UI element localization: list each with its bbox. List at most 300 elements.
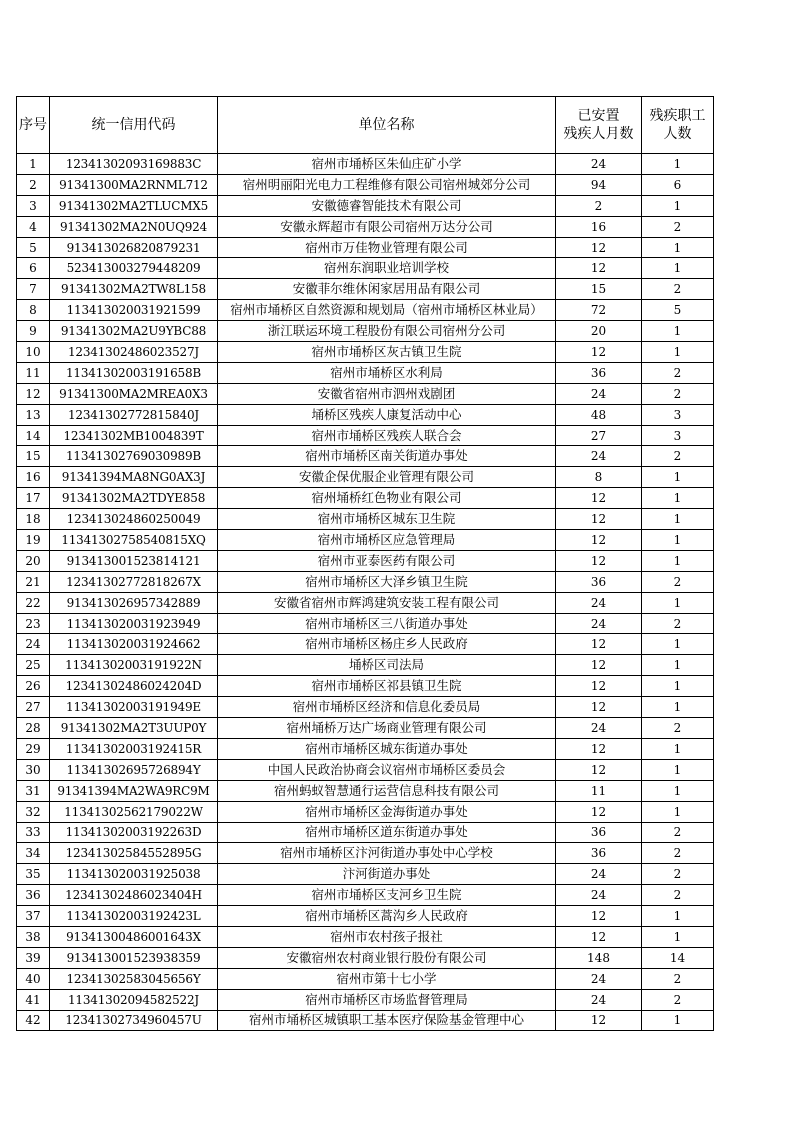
row-months-cell: 36 [556, 362, 642, 383]
row-seq-cell: 40 [17, 968, 50, 989]
row-code-cell: 11341302562179022W [50, 801, 218, 822]
row-months-cell: 12 [556, 1010, 642, 1031]
row-months-cell: 24 [556, 154, 642, 175]
row-staff-cell: 1 [642, 467, 714, 488]
row-staff-cell: 2 [642, 864, 714, 885]
table-row [17, 300, 714, 321]
row-name-text: 宿州市第十七小学 [336, 970, 437, 986]
row-staff-cell: 1 [642, 801, 714, 822]
table-row [17, 174, 714, 195]
row-seq-cell: 9 [17, 321, 50, 342]
row-name-cell [218, 550, 556, 571]
row-name-cell [218, 634, 556, 655]
row-code-cell: 12341302772815840J [50, 404, 218, 425]
row-staff-cell: 1 [642, 258, 714, 279]
row-code-cell: 913413001523938359 [50, 947, 218, 968]
row-name-text: 埇桥区司法局 [348, 657, 424, 673]
row-code-cell: 913413026820879231 [50, 237, 218, 258]
row-name-cell [218, 759, 556, 780]
row-code-cell: 11341302769030989B [50, 446, 218, 467]
row-name-text: 宿州市埇桥区城东卫生院 [317, 511, 456, 527]
row-seq-cell: 32 [17, 801, 50, 822]
row-code-cell: 12341302772818267X [50, 571, 218, 592]
table-row [17, 404, 714, 425]
row-name-cell [218, 1010, 556, 1031]
row-staff-cell: 6 [642, 174, 714, 195]
row-staff-cell: 2 [642, 279, 714, 300]
header-months-line2: 残疾人月数 [563, 126, 634, 142]
table-header [17, 97, 714, 154]
header-months-line1: 已安置 [577, 108, 620, 124]
row-seq-cell: 39 [17, 947, 50, 968]
row-name-cell [218, 843, 556, 864]
row-code-cell: 91341302MA2TW8L158 [50, 279, 218, 300]
row-months-cell: 94 [556, 174, 642, 195]
table-row [17, 885, 714, 906]
row-months-cell: 72 [556, 300, 642, 321]
row-name-text: 安徽省宿州市泗州戏剧团 [317, 385, 456, 401]
row-seq-cell: 2 [17, 174, 50, 195]
row-staff-cell: 2 [642, 968, 714, 989]
row-staff-cell: 1 [642, 530, 714, 551]
row-staff-cell: 1 [642, 634, 714, 655]
row-seq-cell: 36 [17, 885, 50, 906]
row-months-cell: 20 [556, 321, 642, 342]
row-staff-cell: 1 [642, 342, 714, 363]
row-staff-cell: 1 [642, 697, 714, 718]
row-name-cell [218, 676, 556, 697]
row-seq-cell: 14 [17, 425, 50, 446]
row-name-cell [218, 216, 556, 237]
row-months-cell: 12 [556, 738, 642, 759]
row-name-text: 宿州市埇桥区道东街道办事处 [305, 824, 468, 840]
row-name-text: 宿州东润职业培训学校 [323, 260, 449, 276]
row-months-cell: 12 [556, 488, 642, 509]
table-row [17, 509, 714, 530]
table-row [17, 989, 714, 1010]
table-row [17, 154, 714, 175]
row-name-cell [218, 154, 556, 175]
row-seq-cell: 13 [17, 404, 50, 425]
row-name-text: 安徽宿州农村商业银行股份有限公司 [286, 949, 487, 965]
row-seq-cell: 8 [17, 300, 50, 321]
row-code-cell: 523413003279448209 [50, 258, 218, 279]
row-name-text: 安徽德睿智能技术有限公司 [311, 197, 462, 213]
row-seq-cell: 16 [17, 467, 50, 488]
row-name-text: 宿州市农村孩子报社 [330, 928, 443, 944]
row-staff-cell: 1 [642, 488, 714, 509]
row-name-cell [218, 926, 556, 947]
row-staff-cell: 1 [642, 321, 714, 342]
row-code-cell: 12341302584552895G [50, 843, 218, 864]
row-staff-cell: 2 [642, 362, 714, 383]
row-name-text: 宿州市埇桥区大泽乡镇卫生院 [305, 573, 468, 589]
row-name-cell [218, 425, 556, 446]
row-seq-cell: 23 [17, 613, 50, 634]
row-code-cell: 11341302003191922N [50, 655, 218, 676]
row-seq-cell: 6 [17, 258, 50, 279]
row-seq-cell: 15 [17, 446, 50, 467]
row-code-cell: 113413020031923949 [50, 613, 218, 634]
row-name-cell [218, 342, 556, 363]
row-name-text: 宿州市埇桥区水利局 [330, 364, 443, 380]
row-months-cell: 24 [556, 383, 642, 404]
row-months-cell: 12 [556, 655, 642, 676]
row-months-cell: 12 [556, 237, 642, 258]
table-body [17, 154, 714, 1031]
header-staff-line2: 人数 [663, 126, 692, 142]
row-name-cell [218, 906, 556, 927]
row-name-cell [218, 383, 556, 404]
row-seq-cell: 10 [17, 342, 50, 363]
table-row [17, 383, 714, 404]
row-name-cell [218, 613, 556, 634]
row-staff-cell: 1 [642, 676, 714, 697]
row-staff-cell: 1 [642, 655, 714, 676]
row-staff-cell: 5 [642, 300, 714, 321]
row-name-cell [218, 174, 556, 195]
row-name-text: 宿州市埇桥区灰古镇卫生院 [311, 343, 462, 359]
row-name-cell [218, 279, 556, 300]
row-name-cell [218, 801, 556, 822]
row-code-cell: 913413001523814121 [50, 550, 218, 571]
row-staff-cell: 2 [642, 613, 714, 634]
table-row [17, 738, 714, 759]
row-code-cell: 113413020031921599 [50, 300, 218, 321]
table-row [17, 321, 714, 342]
row-seq-cell: 12 [17, 383, 50, 404]
row-name-text: 宿州埇桥万达广场商业管理有限公司 [286, 719, 487, 735]
row-staff-cell: 1 [642, 906, 714, 927]
row-name-cell [218, 530, 556, 551]
row-name-text: 宿州市万佳物业管理有限公司 [305, 239, 468, 255]
row-code-cell: 91341300486001643X [50, 926, 218, 947]
table-row [17, 362, 714, 383]
row-name-text: 宿州市埇桥区杨庄乡人民政府 [305, 636, 468, 652]
row-seq-cell: 20 [17, 550, 50, 571]
row-staff-cell: 1 [642, 509, 714, 530]
row-staff-cell: 2 [642, 216, 714, 237]
row-seq-cell: 34 [17, 843, 50, 864]
table-row [17, 718, 714, 739]
row-months-cell: 12 [556, 258, 642, 279]
table-row [17, 864, 714, 885]
row-seq-cell: 35 [17, 864, 50, 885]
row-code-cell: 11341302003191658B [50, 362, 218, 383]
row-seq-cell: 19 [17, 530, 50, 551]
row-staff-cell: 2 [642, 718, 714, 739]
row-seq-cell: 22 [17, 592, 50, 613]
row-staff-cell: 2 [642, 843, 714, 864]
row-name-cell [218, 300, 556, 321]
table-row [17, 655, 714, 676]
row-staff-cell: 14 [642, 947, 714, 968]
row-seq-cell: 25 [17, 655, 50, 676]
row-code-cell: 913413026957342889 [50, 592, 218, 613]
table-row [17, 822, 714, 843]
row-seq-cell: 18 [17, 509, 50, 530]
row-months-cell: 36 [556, 822, 642, 843]
row-seq-cell: 11 [17, 362, 50, 383]
row-staff-cell: 1 [642, 195, 714, 216]
row-months-cell: 12 [556, 759, 642, 780]
row-name-text: 宿州市埇桥区城镇职工基本医疗保险基金管理中心 [248, 1012, 524, 1028]
row-staff-cell: 2 [642, 383, 714, 404]
row-seq-cell: 1 [17, 154, 50, 175]
row-code-cell: 123413024860250049 [50, 509, 218, 530]
row-code-cell: 113413020031925038 [50, 864, 218, 885]
row-months-cell: 12 [556, 906, 642, 927]
row-name-text: 安徽省宿州市辉鸿建筑安装工程有限公司 [273, 594, 499, 610]
row-name-cell [218, 864, 556, 885]
row-months-cell: 36 [556, 571, 642, 592]
table-row [17, 634, 714, 655]
row-code-cell: 91341302MA2T3UUP0Y [50, 718, 218, 739]
row-code-cell: 91341300MA2MREA0X3 [50, 383, 218, 404]
row-code-cell: 91341394MA8NG0AX3J [50, 467, 218, 488]
row-name-text: 安徽永辉超市有限公司宿州万达分公司 [280, 218, 493, 234]
row-seq-cell: 27 [17, 697, 50, 718]
row-name-cell [218, 467, 556, 488]
row-seq-cell: 3 [17, 195, 50, 216]
row-months-cell: 12 [556, 530, 642, 551]
table-row [17, 968, 714, 989]
row-name-text: 宿州市埇桥区祁县镇卫生院 [311, 678, 462, 694]
table-row [17, 550, 714, 571]
row-staff-cell: 1 [642, 759, 714, 780]
row-name-text: 宿州市埇桥区朱仙庄矿小学 [311, 155, 462, 171]
row-staff-cell: 1 [642, 780, 714, 801]
row-staff-cell: 2 [642, 989, 714, 1010]
row-seq-cell: 24 [17, 634, 50, 655]
row-code-cell: 91341302MA2TLUCMX5 [50, 195, 218, 216]
header-staff [642, 97, 714, 154]
row-name-text: 宿州蚂蚁智慧通行运营信息科技有限公司 [273, 782, 499, 798]
row-name-text: 宿州明丽阳光电力工程维修有限公司宿州城郊分公司 [242, 176, 531, 192]
row-months-cell: 12 [556, 550, 642, 571]
row-months-cell: 12 [556, 342, 642, 363]
row-name-cell [218, 738, 556, 759]
row-months-cell: 12 [556, 676, 642, 697]
row-code-cell: 113413020031924662 [50, 634, 218, 655]
table-row [17, 697, 714, 718]
header-staff-line1: 残疾职工 [649, 108, 706, 124]
table-row [17, 947, 714, 968]
header-seq: 序号 [17, 97, 50, 154]
row-name-cell [218, 947, 556, 968]
table-row [17, 342, 714, 363]
table-row [17, 530, 714, 551]
row-seq-cell: 41 [17, 989, 50, 1010]
header-code: 统一信用代码 [50, 97, 218, 154]
row-code-cell: 11341302003192415R [50, 738, 218, 759]
row-name-cell [218, 822, 556, 843]
row-staff-cell: 3 [642, 425, 714, 446]
row-staff-cell: 2 [642, 885, 714, 906]
table-row [17, 843, 714, 864]
row-name-cell [218, 571, 556, 592]
row-months-cell: 24 [556, 864, 642, 885]
row-seq-cell: 28 [17, 718, 50, 739]
row-months-cell: 24 [556, 968, 642, 989]
table-row [17, 425, 714, 446]
row-name-text: 汴河街道办事处 [342, 866, 431, 882]
row-seq-cell: 26 [17, 676, 50, 697]
row-name-cell [218, 780, 556, 801]
row-name-cell [218, 655, 556, 676]
row-code-cell: 91341302MA2U9YBC88 [50, 321, 218, 342]
row-code-cell: 12341302MB1004839T [50, 425, 218, 446]
row-name-cell [218, 885, 556, 906]
row-months-cell: 12 [556, 926, 642, 947]
table-row [17, 926, 714, 947]
row-months-cell: 148 [556, 947, 642, 968]
row-code-cell: 91341300MA2RNML712 [50, 174, 218, 195]
row-name-cell [218, 321, 556, 342]
row-name-cell [218, 258, 556, 279]
row-staff-cell: 3 [642, 404, 714, 425]
table-row [17, 780, 714, 801]
row-name-text: 宿州市埇桥区残疾人联合会 [311, 427, 462, 443]
row-staff-cell: 2 [642, 822, 714, 843]
table-row [17, 592, 714, 613]
row-code-cell: 12341302734960457U [50, 1010, 218, 1031]
row-code-cell: 12341302486024204D [50, 676, 218, 697]
row-code-cell: 11341302094582522J [50, 989, 218, 1010]
row-seq-cell: 21 [17, 571, 50, 592]
row-name-text: 宿州市亚泰医药有限公司 [317, 552, 456, 568]
table-row [17, 279, 714, 300]
row-seq-cell: 5 [17, 237, 50, 258]
row-name-cell [218, 195, 556, 216]
row-months-cell: 24 [556, 718, 642, 739]
table-row [17, 216, 714, 237]
row-code-cell: 11341302695726894Y [50, 759, 218, 780]
row-staff-cell: 2 [642, 446, 714, 467]
row-name-text: 宿州市埇桥区经济和信息化委员局 [292, 699, 481, 715]
row-seq-cell: 38 [17, 926, 50, 947]
row-code-cell: 11341302003192263D [50, 822, 218, 843]
row-months-cell: 2 [556, 195, 642, 216]
row-code-cell: 12341302486023404H [50, 885, 218, 906]
table-row [17, 195, 714, 216]
row-months-cell: 24 [556, 592, 642, 613]
row-name-text: 宿州市埇桥区汴河街道办事处中心学校 [280, 845, 493, 861]
row-name-text: 宿州市埇桥区支河乡卫生院 [311, 887, 462, 903]
row-name-text: 宿州埇桥红色物业有限公司 [311, 490, 462, 506]
table-row [17, 237, 714, 258]
table-row [17, 1010, 714, 1031]
table-row [17, 613, 714, 634]
row-name-text: 中国人民政治协商会议宿州市埇桥区委员会 [267, 761, 506, 777]
row-name-cell [218, 509, 556, 530]
row-staff-cell: 1 [642, 926, 714, 947]
row-name-text: 宿州市埇桥区自然资源和规划局（宿州市埇桥区林业局） [230, 302, 543, 318]
row-months-cell: 24 [556, 989, 642, 1010]
row-months-cell: 12 [556, 801, 642, 822]
row-months-cell: 24 [556, 613, 642, 634]
row-name-text: 宿州市埇桥区金海街道办事处 [305, 803, 468, 819]
row-seq-cell: 42 [17, 1010, 50, 1031]
table-row [17, 571, 714, 592]
row-name-text: 宿州市埇桥区城东街道办事处 [305, 740, 468, 756]
table-row [17, 488, 714, 509]
row-name-text: 宿州市埇桥区市场监督管理局 [305, 991, 468, 1007]
row-name-cell [218, 697, 556, 718]
row-months-cell: 36 [556, 843, 642, 864]
row-code-cell: 11341302758540815XQ [50, 530, 218, 551]
row-name-cell [218, 488, 556, 509]
row-staff-cell: 2 [642, 571, 714, 592]
row-name-cell [218, 362, 556, 383]
table-row [17, 801, 714, 822]
row-code-cell: 91341302MA2TDYE858 [50, 488, 218, 509]
row-seq-cell: 4 [17, 216, 50, 237]
row-staff-cell: 1 [642, 738, 714, 759]
row-name-cell [218, 446, 556, 467]
row-name-text: 宿州市埇桥区南关街道办事处 [305, 448, 468, 464]
row-seq-cell: 7 [17, 279, 50, 300]
row-name-text: 安徽菲尔维休闲家居用品有限公司 [292, 281, 481, 297]
row-name-text: 浙江联运环境工程股份有限公司宿州分公司 [267, 323, 506, 339]
row-name-cell [218, 404, 556, 425]
row-code-cell: 12341302486023527J [50, 342, 218, 363]
row-code-cell: 91341394MA2WA9RC9M [50, 780, 218, 801]
header-months [556, 97, 642, 154]
row-name-cell [218, 968, 556, 989]
table-row [17, 676, 714, 697]
table-row [17, 906, 714, 927]
row-months-cell: 12 [556, 697, 642, 718]
table-row [17, 446, 714, 467]
row-staff-cell: 1 [642, 592, 714, 613]
row-staff-cell: 1 [642, 1010, 714, 1031]
row-months-cell: 12 [556, 509, 642, 530]
row-months-cell: 48 [556, 404, 642, 425]
row-name-cell [218, 592, 556, 613]
row-months-cell: 15 [556, 279, 642, 300]
row-name-text: 安徽企保优服企业管理有限公司 [298, 469, 474, 485]
row-name-cell [218, 718, 556, 739]
row-name-cell [218, 237, 556, 258]
row-seq-cell: 29 [17, 738, 50, 759]
table-row [17, 258, 714, 279]
row-name-text: 宿州市埇桥区三八街道办事处 [305, 615, 468, 631]
row-name-text: 宿州市埇桥区应急管理局 [317, 531, 456, 547]
disability-employment-table [16, 96, 714, 1031]
row-name-text: 宿州市埇桥区蒿沟乡人民政府 [305, 908, 468, 923]
row-months-cell: 27 [556, 425, 642, 446]
row-seq-cell: 33 [17, 822, 50, 843]
row-name-text: 埇桥区残疾人康复活动中心 [311, 406, 462, 422]
row-name-cell [218, 989, 556, 1010]
row-staff-cell: 1 [642, 550, 714, 571]
table-row [17, 759, 714, 780]
table-row [17, 467, 714, 488]
row-code-cell: 12341302583045656Y [50, 968, 218, 989]
row-months-cell: 12 [556, 634, 642, 655]
row-code-cell: 11341302003192423L [50, 906, 218, 927]
row-staff-cell: 1 [642, 237, 714, 258]
row-months-cell: 8 [556, 467, 642, 488]
row-months-cell: 11 [556, 780, 642, 801]
row-seq-cell: 37 [17, 906, 50, 927]
header-row [17, 97, 714, 154]
row-code-cell: 11341302003191949E [50, 697, 218, 718]
row-code-cell: 91341302MA2N0UQ924 [50, 216, 218, 237]
row-seq-cell: 17 [17, 488, 50, 509]
row-staff-cell: 1 [642, 154, 714, 175]
